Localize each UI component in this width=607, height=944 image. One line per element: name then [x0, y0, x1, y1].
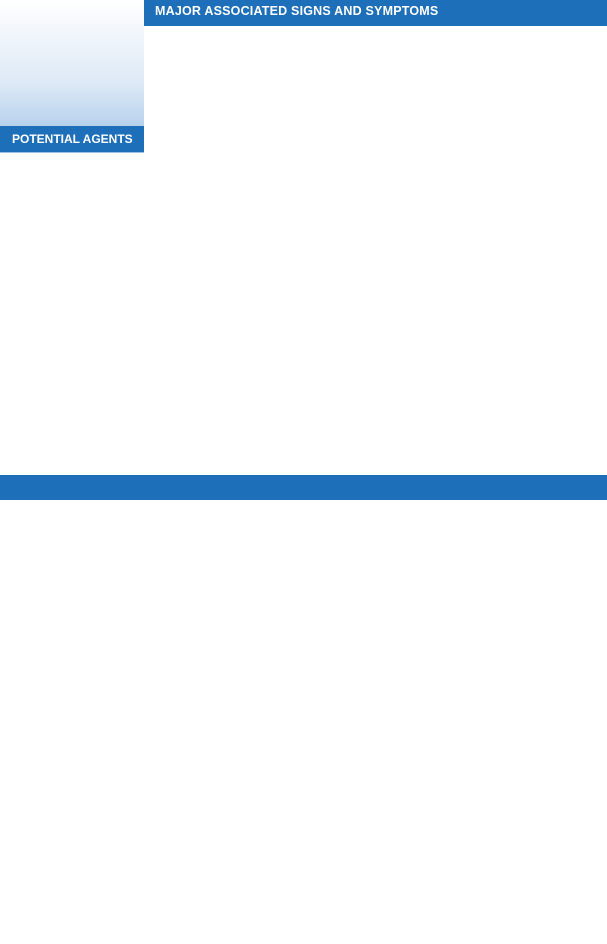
potential-agents-header: POTENTIAL AGENTS — [0, 126, 144, 152]
symptoms-table-bottom — [0, 472, 607, 944]
table2-header-bar — [0, 475, 607, 500]
agents-header-box — [0, 0, 144, 153]
signs-symptoms-title: MAJOR ASSOCIATED SIGNS AND SYMPTOMS — [155, 4, 439, 18]
